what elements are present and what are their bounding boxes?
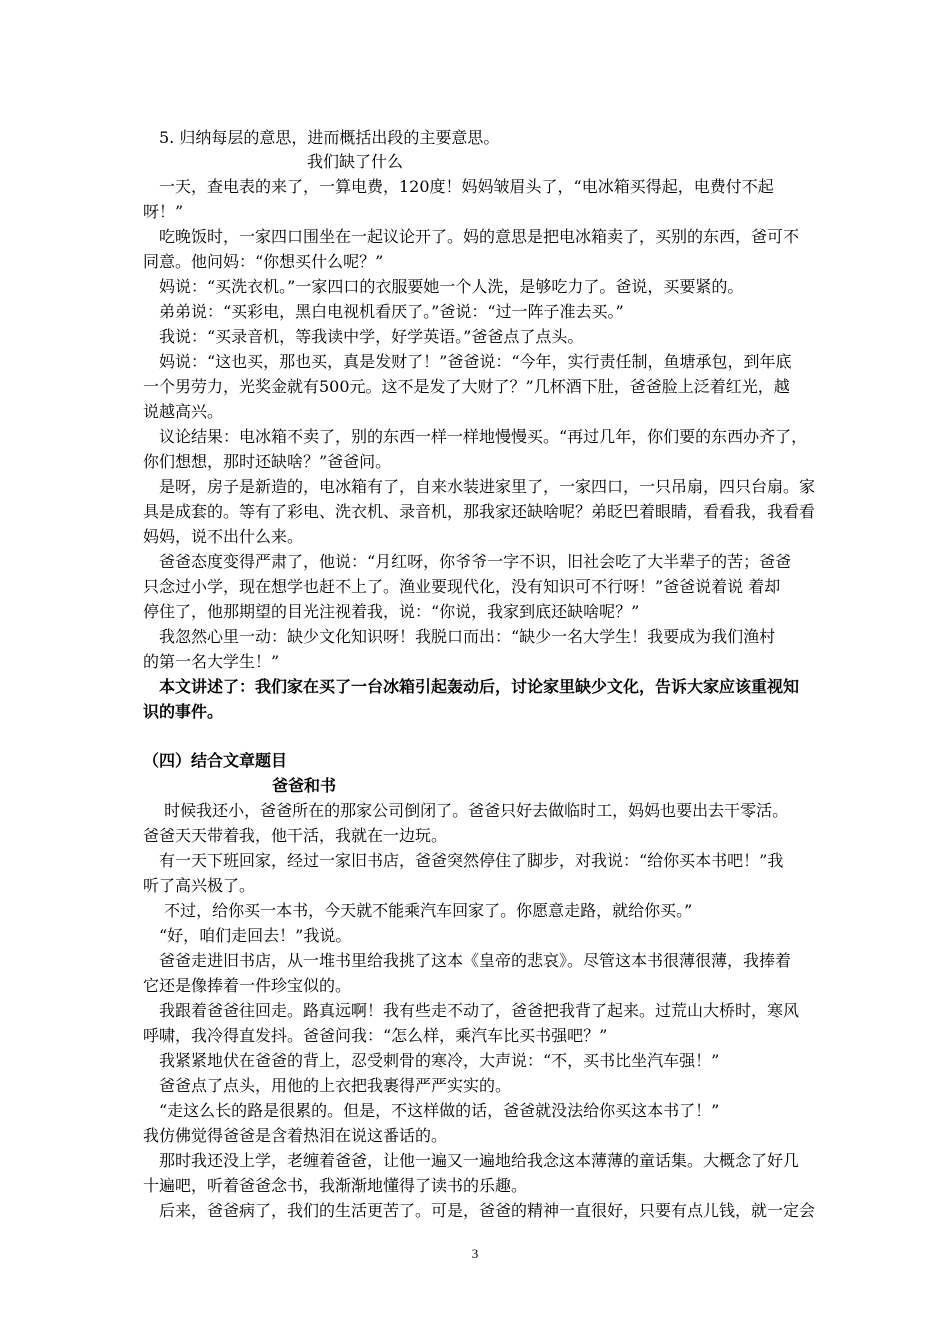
text-line: 时候我还小，爸爸所在的那家公司倒闭了。爸爸只好去做临时工，妈妈也要出去干零活。: [143, 801, 789, 820]
text-line: 妈说：“这也买，那也买，真是发财了！”爸爸说：“今年，实行责任制，鱼塘承包，到年底: [143, 352, 792, 371]
text-line: 十遍吧，听着爸爸念书，我渐渐地懂得了读书的乐趣。: [143, 1176, 528, 1195]
text-line: 爸爸态度变得严肃了，他说：“月红呀，你爷爷一字不识，旧社会吃了大半辈子的苦；爸爸: [143, 552, 792, 571]
text-line: 我忽然心里一动：缺少文化知识呀！我脱口而出：“缺少一名大学生！我要成为我们渔村: [143, 627, 776, 646]
text-line: 爸爸走进旧书店，从一堆书里给我挑了这本《皇帝的悲哀》。尽管这本书很薄很薄，我捧着: [143, 951, 792, 970]
text-line: 呼啸，我冷得直发抖。爸爸问我：“怎么样，乘汽车比买书强吧？”: [143, 1026, 608, 1045]
text-line: “走这么长的路是很累的。但是，不这样做的话，爸爸就没法给你买这本书了！”: [143, 1101, 720, 1120]
text-line: 我仿佛觉得爸爸是含着热泪在说这番话的。: [143, 1126, 448, 1145]
text-line: 的第一名大学生！”: [143, 652, 280, 671]
text-line: 我紧紧地伏在爸爸的背上，忍受刺骨的寒冷，大声说：“不，买书比坐汽车强！”: [143, 1051, 720, 1070]
text-line: 停住了，他那期望的目光注视着我，说：“你说，我家到底还缺啥呢？”: [143, 602, 640, 621]
text-line: 5. 归纳每层的意思，进而概括出段的主要意思。: [143, 128, 500, 147]
text-line: 具是成套的。等有了彩电、洗衣机、录音机，那我家还缺啥呢？弟眨巴着眼睛，看看我，我看看: [143, 502, 816, 521]
text-line: 是呀，房子是新造的，电冰箱有了，自来水装进家里了，一家四口，一只吊扇，四只台扇。家: [143, 477, 816, 496]
text-line: 弟弟说：“买彩电，黑白电视机看厌了。”爸说：“过一阵子准去买。”: [143, 302, 624, 321]
text-line: 一天，查电表的来了，一算电费，120度！妈妈皱眉头了，“电冰箱买得起，电费付不起: [143, 177, 774, 196]
text-line: 一个男劳力，光奖金就有500元。这不是发了大财了？”几杯酒下肚，爸爸脸上泛着红光，越: [143, 377, 790, 396]
text-line: 只念过小学，现在想学也赶不上了。渔业要现代化，没有知识可不行呀！”爸爸说着说 着却: [143, 577, 781, 596]
text-line: “好，咱们走回去！”我说。: [143, 926, 352, 945]
text-line: 听了高兴极了。: [143, 876, 256, 895]
text-line: 爸爸点了点头，用他的上衣把我裹得严严实实的。: [143, 1076, 512, 1095]
text-line: 同意。他问妈：“你想买什么呢？”: [143, 252, 384, 271]
text-line: （四）结合文章题目: [143, 751, 288, 770]
page-number: 3: [471, 1246, 479, 1261]
text-line: 那时我还没上学，老缠着爸爸，让他一遍又一遍地给我念这本薄薄的童话集。大概念了好几: [143, 1151, 800, 1170]
text-line: 我说：“买录音机，等我读中学，好学英语。”爸爸点了点头。: [143, 327, 584, 346]
text-line: 本文讲述了：我们家在买了一台冰箱引起轰动后，讨论家里缺少文化，告诉大家应该重视知: [143, 677, 800, 696]
text-line: 你们想想，那时还缺啥？”爸爸问。: [143, 452, 392, 471]
text-line: 它还是像捧着一件珍宝似的。: [143, 976, 352, 995]
text-line: 爸爸天天带着我，他干活，我就在一边玩。: [143, 826, 448, 845]
text-line: 说越高兴。: [143, 402, 224, 421]
text-line: 有一天下班回家，经过一家旧书店，爸爸突然停住了脚步，对我说：“给你买本书吧！”我: [143, 851, 784, 870]
text-line: 妈妈，说不出什么来。: [143, 527, 304, 546]
text-line: 后来，爸爸病了，我们的生活更苦了。可是，爸爸的精神一直很好，只要有点儿钱，就一定会: [143, 1201, 816, 1220]
text-line: 吃晚饭时，一家四口围坐在一起议论开了。妈的意思是把电冰箱卖了，买别的东西，爸可不: [143, 227, 800, 246]
text-line: 妈说：“买洗衣机。”一家四口的衣服要她一个人洗，是够吃力了。爸说，买要紧的。: [143, 277, 744, 296]
text-line: 议论结果：电冰箱不卖了，别的东西一样一样地慢慢买。“再过几年，你们要的东西办齐了，: [143, 427, 808, 446]
text-line: 呀！”: [143, 202, 184, 221]
text-line: 我跟着爸爸往回走。路真远啊！我有些走不动了，爸爸把我背了起来。过荒山大桥时，寒风: [143, 1001, 800, 1020]
text-line: 不过，给你买一本书，今天就不能乘汽车回家了。你愿意走路，就给你买。”: [143, 901, 693, 920]
text-line: 我们缺了什么: [307, 152, 404, 171]
text-line: 识的事件。: [143, 702, 224, 721]
text-line: 爸爸和书: [272, 776, 337, 795]
